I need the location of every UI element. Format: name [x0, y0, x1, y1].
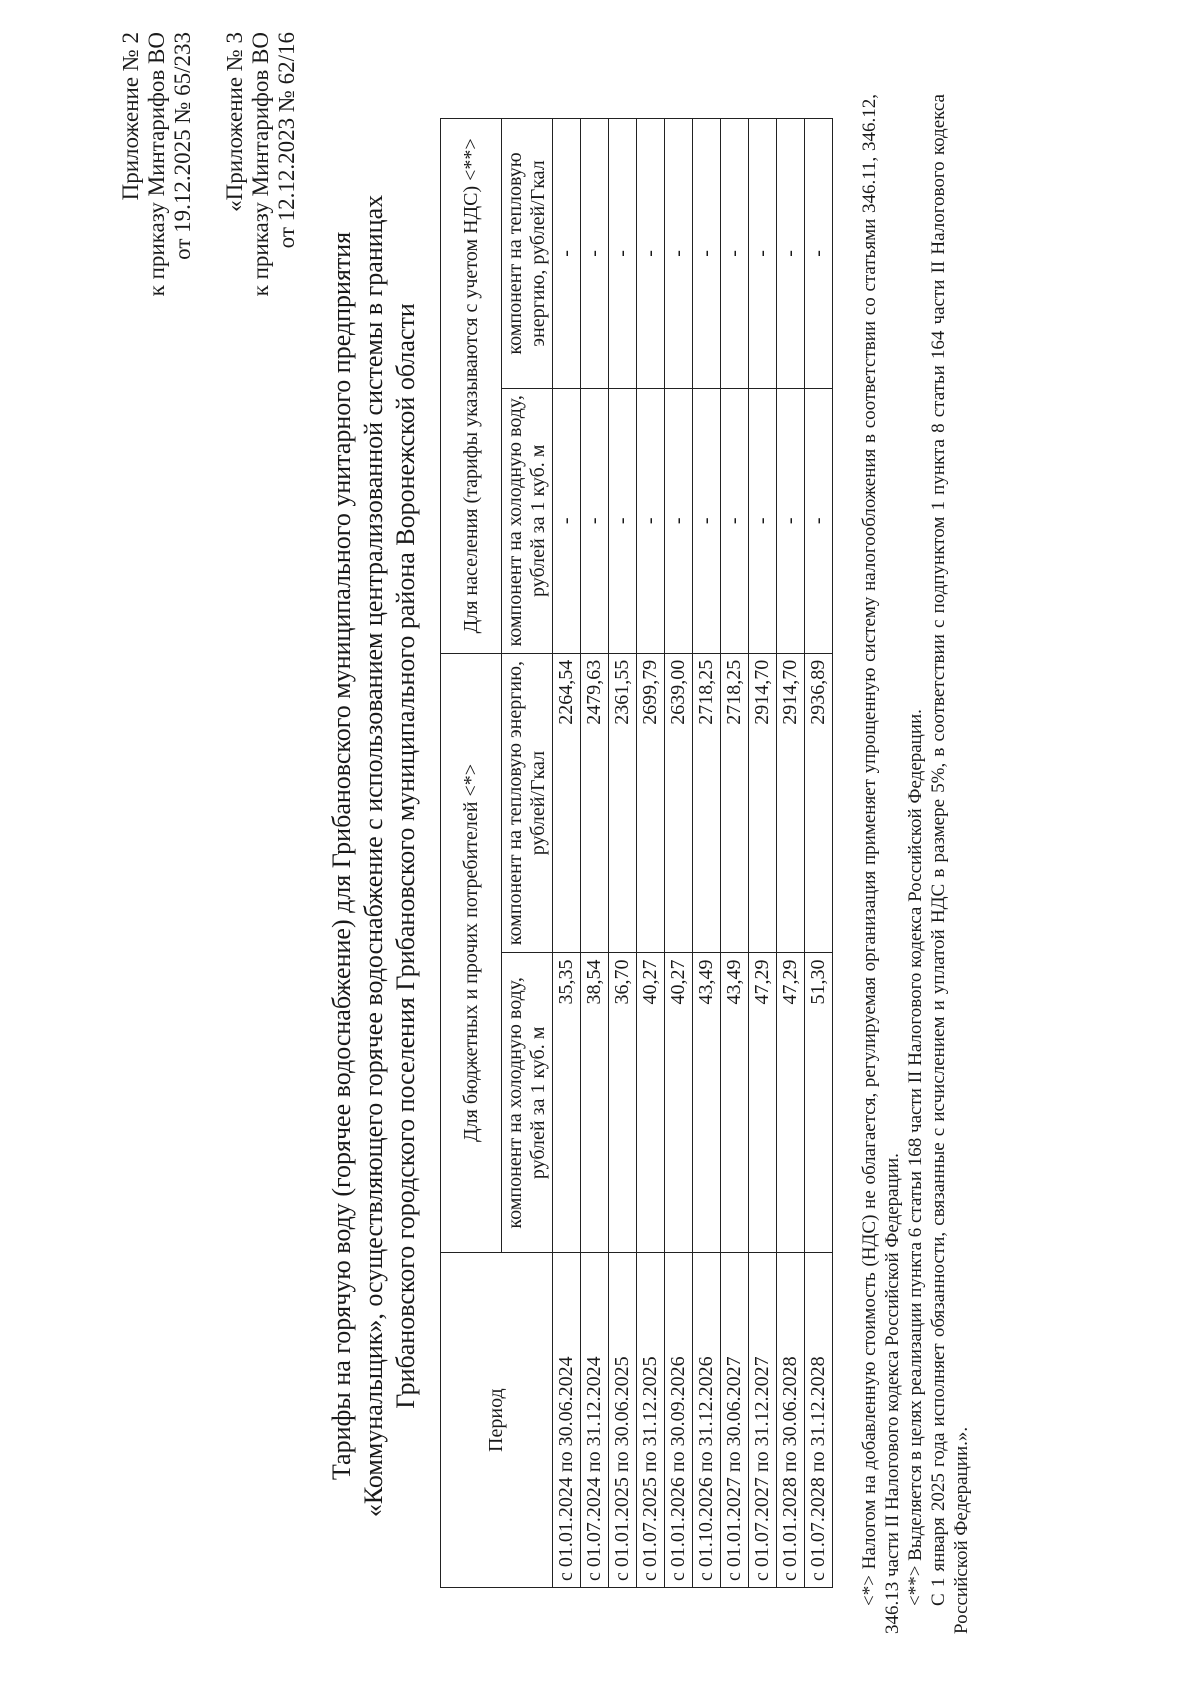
population-heat-cell: - [609, 119, 637, 389]
population-heat-cell: - [637, 119, 665, 389]
original-appendix-order-date: от 12.12.2023 № 62/16 [274, 32, 299, 249]
budget-cold-water-cell: 40,27 [665, 953, 693, 1253]
population-heat-cell: - [581, 119, 609, 389]
population-header: Для населения (тарифы указываются с учетом НДС) <**> [441, 119, 502, 654]
original-appendix-order-ref: к приказу Минтарифов ВО [248, 32, 273, 297]
population-heat-cell: - [721, 119, 749, 389]
period-cell: с 01.07.2028 по 31.12.2028 [805, 1253, 833, 1588]
budget-cold-water-cell: 43,49 [693, 953, 721, 1253]
period-cell: с 01.07.2024 по 31.12.2024 [581, 1253, 609, 1588]
population-heat-cell: - [749, 119, 777, 389]
budget-cold-water-cell: 35,35 [553, 953, 581, 1253]
period-cell: с 01.01.2024 по 30.06.2024 [553, 1253, 581, 1588]
population-cold-water-cell: - [721, 388, 749, 653]
period-cell: с 01.01.2025 по 30.06.2025 [609, 1253, 637, 1588]
budget-heat-cell: 2699,79 [637, 653, 665, 953]
table-row [637, 119, 665, 1588]
title-line: Тарифы на горячую воду (горячее водоснабжение) для Грибановского муниципального унитарного предприятия [327, 231, 356, 1481]
footnotes [858, 94, 973, 1634]
population-heat-cell: - [777, 119, 805, 389]
population-heat-header: компонент на тепловую энергию, рублей/Гкал [502, 119, 553, 389]
population-cold-water-cell: - [749, 388, 777, 653]
appendix-number: Приложение № 2 [118, 32, 143, 201]
footnote-vat-included: <**> Выделяется в целях реализации пункта 6 статьи 168 части II Налогового кодекса Российской Федерации. [905, 709, 926, 1606]
budget-cold-water-cell: 47,29 [749, 953, 777, 1253]
table-row [609, 119, 637, 1588]
budget-heat-cell: 2718,25 [721, 653, 749, 953]
population-cold-water-cell: - [693, 388, 721, 653]
budget-heat-cell: 2718,25 [693, 653, 721, 953]
budget-cold-water-cell: 43,49 [721, 953, 749, 1253]
title-line: «Коммунальщик», осуществляющего горячее водоснабжение с использованием централизованной системы в границах [359, 194, 388, 1518]
population-cold-water-cell: - [665, 388, 693, 653]
budget-heat-header: компонент на тепловую энергию, рублей/Гкал [502, 653, 553, 953]
appendix-header [118, 32, 196, 296]
footnote-vat-2025: С 1 января 2025 года исполняет обязанности, связанные с исчислением и уплатой НДС в размере 5%, в соответствии с подпунктом 1 пункта 8 статьи 164 части II Налогового кодекса Российской Федерации.». [928, 94, 972, 1634]
table-row [805, 119, 833, 1588]
budget-heat-cell: 2914,70 [777, 653, 805, 953]
table-row [693, 119, 721, 1588]
table-row [721, 119, 749, 1588]
period-cell: с 01.07.2027 по 31.12.2027 [749, 1253, 777, 1588]
budget-cold-water-cell: 36,70 [609, 953, 637, 1253]
original-appendix-header [222, 32, 300, 296]
population-heat-cell: - [805, 119, 833, 389]
table-row [777, 119, 805, 1588]
footnote-vat-exempt: <*> Налогом на добавленную стоимость (НДС) не облагается, регулируемая организация применяет упрощенную систему налогообложения в соответствии со статьями 346.11, 346.12, 346.13 части II Налогового кодекса Российской Федерации. [859, 94, 903, 1634]
population-cold-water-cell: - [637, 388, 665, 653]
budget-consumers-header: Для бюджетных и прочих потребителей <*> [441, 653, 502, 1253]
population-cold-water-cell: - [581, 388, 609, 653]
period-cell: с 01.01.2028 по 30.06.2028 [777, 1253, 805, 1588]
period-cell: с 01.01.2026 по 30.09.2026 [665, 1253, 693, 1588]
document-title [326, 76, 422, 1636]
population-heat-cell: - [693, 119, 721, 389]
budget-heat-cell: 2936,89 [805, 653, 833, 953]
budget-cold-water-cell: 38,54 [581, 953, 609, 1253]
population-heat-cell: - [665, 119, 693, 389]
table-row [553, 119, 581, 1588]
period-header: Период [441, 1253, 553, 1588]
budget-heat-cell: 2914,70 [749, 653, 777, 953]
appendix-order-date: от 19.12.2025 № 65/233 [170, 32, 195, 260]
population-cold-water-header: компонент на холодную воду, рублей за 1 куб. м [502, 388, 553, 653]
period-cell: с 01.07.2025 по 31.12.2025 [637, 1253, 665, 1588]
appendix-order-ref: к приказу Минтарифов ВО [144, 32, 169, 297]
population-heat-cell: - [553, 119, 581, 389]
table-row [665, 119, 693, 1588]
budget-cold-water-cell: 40,27 [637, 953, 665, 1253]
table-row [581, 119, 609, 1588]
period-cell: с 01.10.2026 по 31.12.2026 [693, 1253, 721, 1588]
budget-heat-cell: 2479,63 [581, 653, 609, 953]
table-row [749, 119, 777, 1588]
budget-heat-cell: 2361,55 [609, 653, 637, 953]
tariff-table [440, 118, 833, 1588]
budget-heat-cell: 2264,54 [553, 653, 581, 953]
budget-cold-water-cell: 47,29 [777, 953, 805, 1253]
budget-cold-water-cell: 51,30 [805, 953, 833, 1253]
budget-heat-cell: 2639,00 [665, 653, 693, 953]
budget-cold-water-header: компонент на холодную воду, рублей за 1 куб. м [502, 953, 553, 1253]
original-appendix-number: «Приложение № 3 [222, 32, 247, 212]
title-line: Грибановского городского поселения Грибановского муниципального района Воронежской области [391, 303, 420, 1409]
population-cold-water-cell: - [777, 388, 805, 653]
period-cell: с 01.01.2027 по 30.06.2027 [721, 1253, 749, 1588]
population-cold-water-cell: - [609, 388, 637, 653]
population-cold-water-cell: - [805, 388, 833, 653]
population-cold-water-cell: - [553, 388, 581, 653]
tariff-table-body [553, 119, 833, 1588]
